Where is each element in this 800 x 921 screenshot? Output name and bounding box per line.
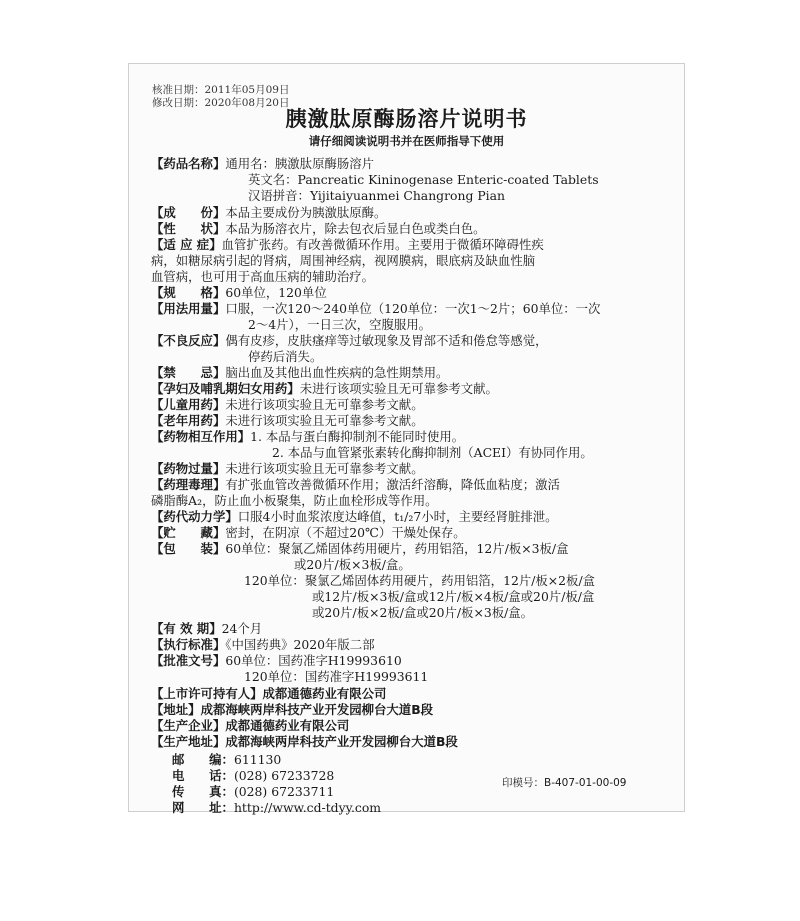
packaging-line: 或20片/板×3板/盒。 bbox=[294, 557, 411, 572]
phone-row bbox=[172, 768, 334, 784]
composition-section bbox=[151, 205, 386, 221]
storage-text: 密封，在阴凉（不超过20℃）干燥处保存。 bbox=[225, 525, 466, 540]
adverse-line: 停药后消失。 bbox=[248, 349, 323, 364]
pediatric-text: 未进行该项实验且无可靠参考文献。 bbox=[225, 397, 424, 412]
indications-line: 病，如糖尿病引起的肾病，周围神经病，视网膜病，眼底病及缺血性脑 bbox=[151, 253, 536, 268]
name-label: 【药品名称】 bbox=[151, 156, 226, 171]
indications-section bbox=[151, 237, 544, 253]
address-label: 【地址】 bbox=[151, 702, 201, 717]
phone-label: 电 话： bbox=[172, 768, 234, 783]
adverse-section bbox=[151, 333, 548, 349]
pediatric-section bbox=[151, 397, 424, 413]
revision-date: 修改日期：2020年08月20日 bbox=[152, 97, 290, 109]
standard-label: 【执行标准】 bbox=[151, 637, 226, 652]
manufacturer-text: 成都通德药业有限公司 bbox=[225, 718, 350, 733]
name-section bbox=[151, 156, 374, 172]
pharmacology-line: 有扩张血管改善微循环作用；激活纤溶酶，降低血粘度；激活 bbox=[225, 477, 560, 492]
mfg-address-text: 成都海峡两岸科技产业开发园柳台大道B段 bbox=[225, 734, 458, 749]
dosage-line: 口服，一次120～240单位（120单位：一次1～2片；60单位：一次 bbox=[225, 301, 601, 316]
packaging-label: 【包 装】 bbox=[151, 541, 226, 556]
interactions-line: 1. 本品与蛋白酶抑制剂不能同时使用。 bbox=[250, 429, 465, 444]
manufacturer-section bbox=[151, 718, 349, 734]
pediatric-label: 【儿童用药】 bbox=[151, 397, 226, 412]
contraindications-section bbox=[151, 365, 448, 381]
english-name: 英文名：Pancreatic Kininogenase Enteric-coated Tablets bbox=[248, 172, 599, 187]
validity-section bbox=[151, 621, 262, 637]
holder-section bbox=[151, 686, 386, 702]
fax-label: 传 真： bbox=[172, 784, 234, 799]
contraindications-label: 【禁 忌】 bbox=[151, 365, 226, 380]
address-section bbox=[151, 702, 433, 718]
pregnancy-label: 【孕妇及哺乳期妇女用药】 bbox=[151, 381, 300, 396]
document-subtitle: 请仔细阅读说明书并在医师指导下使用 bbox=[308, 134, 505, 148]
adverse-line: 偶有皮疹，皮肤瘙痒等过敏现象及胃部不适和倦怠等感觉， bbox=[225, 333, 548, 348]
description-label: 【性 状】 bbox=[151, 221, 226, 236]
pharmacology-line: 磷脂酶A₂，防止血小板聚集，防止血栓形成等作用。 bbox=[151, 493, 438, 508]
pharmacokinetics-label: 【药代动力学】 bbox=[151, 509, 238, 524]
postcode-value: 611130 bbox=[233, 752, 282, 767]
approval-line: 120单位：国药准字H19993611 bbox=[244, 669, 429, 684]
validity-label: 【有 效 期】 bbox=[151, 621, 222, 636]
pregnancy-text: 未进行该项实验且无可靠参考文献。 bbox=[299, 381, 498, 396]
packaging-line: 120单位：聚氯乙烯固体药用硬片，药用铝箔，12片/板×2板/盒 bbox=[244, 573, 596, 588]
specification-text: 60单位，120单位 bbox=[225, 285, 327, 300]
phone-value: (028) 67233728 bbox=[233, 768, 335, 783]
standard-section bbox=[151, 637, 375, 653]
mfg-address-label: 【生产地址】 bbox=[151, 734, 226, 749]
description-text: 本品为肠溶衣片，除去包衣后显白色或类白色。 bbox=[225, 221, 486, 236]
contraindications-text: 脑出血及其他出血性疾病的急性期禁用。 bbox=[225, 365, 449, 380]
document-title: 胰激肽原酶肠溶片说明书 bbox=[285, 107, 528, 131]
composition-label: 【成 份】 bbox=[151, 205, 226, 220]
specification-section bbox=[151, 285, 327, 301]
pharmacokinetics-text: 口服4小时血浆浓度达峰值，t₁/₂7小时，主要经肾脏排泄。 bbox=[237, 509, 558, 524]
indications-line: 血管扩张药。有改善微循环作用。主要用于微循环障碍性疾 bbox=[221, 237, 544, 252]
pregnancy-section bbox=[151, 381, 498, 397]
dosage-line: 2～4片），一日三次，空腹服用。 bbox=[248, 317, 432, 332]
pinyin-name: 汉语拼音：Yijitaiyuanmei Changrong Pian bbox=[248, 188, 506, 203]
pharmacology-section bbox=[151, 477, 560, 493]
packaging-line: 或20片/板×2板/盒或20片/板×3板/盒。 bbox=[312, 605, 534, 620]
geriatric-text: 未进行该项实验且无可靠参考文献。 bbox=[225, 413, 424, 428]
web-value: http://www.cd-tdyy.com bbox=[233, 800, 382, 815]
adverse-label: 【不良反应】 bbox=[151, 333, 226, 348]
generic-name: 通用名：胰激肽原酶肠溶片 bbox=[225, 156, 375, 171]
pharmacology-label: 【药理毒理】 bbox=[151, 477, 226, 492]
interactions-label: 【药物相互作用】 bbox=[151, 429, 251, 444]
fax-row bbox=[172, 784, 334, 800]
approval-section bbox=[151, 653, 402, 669]
validity-text: 24个月 bbox=[221, 621, 263, 636]
dosage-section bbox=[151, 301, 600, 317]
postcode-label: 邮 编： bbox=[172, 752, 234, 767]
postcode-row bbox=[172, 752, 281, 768]
approval-date: 核准日期：2011年05月09日 bbox=[152, 84, 290, 96]
approval-line: 60单位：国药准字H19993610 bbox=[225, 653, 402, 668]
overdose-text: 未进行该项实验且无可靠参考文献。 bbox=[225, 461, 424, 476]
address-text: 成都海峡两岸科技产业开发园柳台大道B段 bbox=[200, 702, 434, 717]
fax-value: (028) 67233711 bbox=[233, 784, 335, 799]
specification-label: 【规 格】 bbox=[151, 285, 226, 300]
composition-text: 本品主要成份为胰激肽原酶。 bbox=[225, 205, 387, 220]
overdose-section bbox=[151, 461, 424, 477]
interactions-line: 2. 本品与血管紧张素转化酶抑制剂（ACEI）有协同作用。 bbox=[272, 445, 593, 460]
packaging-line: 60单位：聚氯乙烯固体药用硬片，药用铝箔，12片/板×3板/盒 bbox=[225, 541, 569, 556]
interactions-section bbox=[151, 429, 464, 445]
standard-text: 《中国药典》2020年版二部 bbox=[225, 637, 375, 652]
indications-line: 血管病，也可用于高血压病的辅助治疗。 bbox=[151, 269, 375, 284]
pharmacokinetics-section bbox=[151, 509, 558, 525]
web-label: 网 址： bbox=[172, 800, 234, 815]
storage-label: 【贮 藏】 bbox=[151, 525, 226, 540]
holder-label: 【上市许可持有人】 bbox=[151, 686, 263, 701]
holder-text: 成都通德药业有限公司 bbox=[262, 686, 387, 701]
description-section bbox=[151, 221, 486, 237]
storage-section bbox=[151, 525, 466, 541]
overdose-label: 【药物过量】 bbox=[151, 461, 226, 476]
mfg-address-section bbox=[151, 734, 458, 750]
packaging-section bbox=[151, 541, 568, 557]
web-row bbox=[172, 800, 381, 816]
dosage-label: 【用法用量】 bbox=[151, 301, 226, 316]
approval-label: 【批准文号】 bbox=[151, 653, 226, 668]
packaging-line: 或12片/板×3板/盒或12片/板×4板/盒或20片/板/盒 bbox=[312, 589, 595, 604]
geriatric-section bbox=[151, 413, 424, 429]
print-code: 印模号：B-407-01-00-09 bbox=[502, 777, 627, 789]
manufacturer-label: 【生产企业】 bbox=[151, 718, 226, 733]
geriatric-label: 【老年用药】 bbox=[151, 413, 226, 428]
indications-label: 【适 应 症】 bbox=[151, 237, 222, 252]
